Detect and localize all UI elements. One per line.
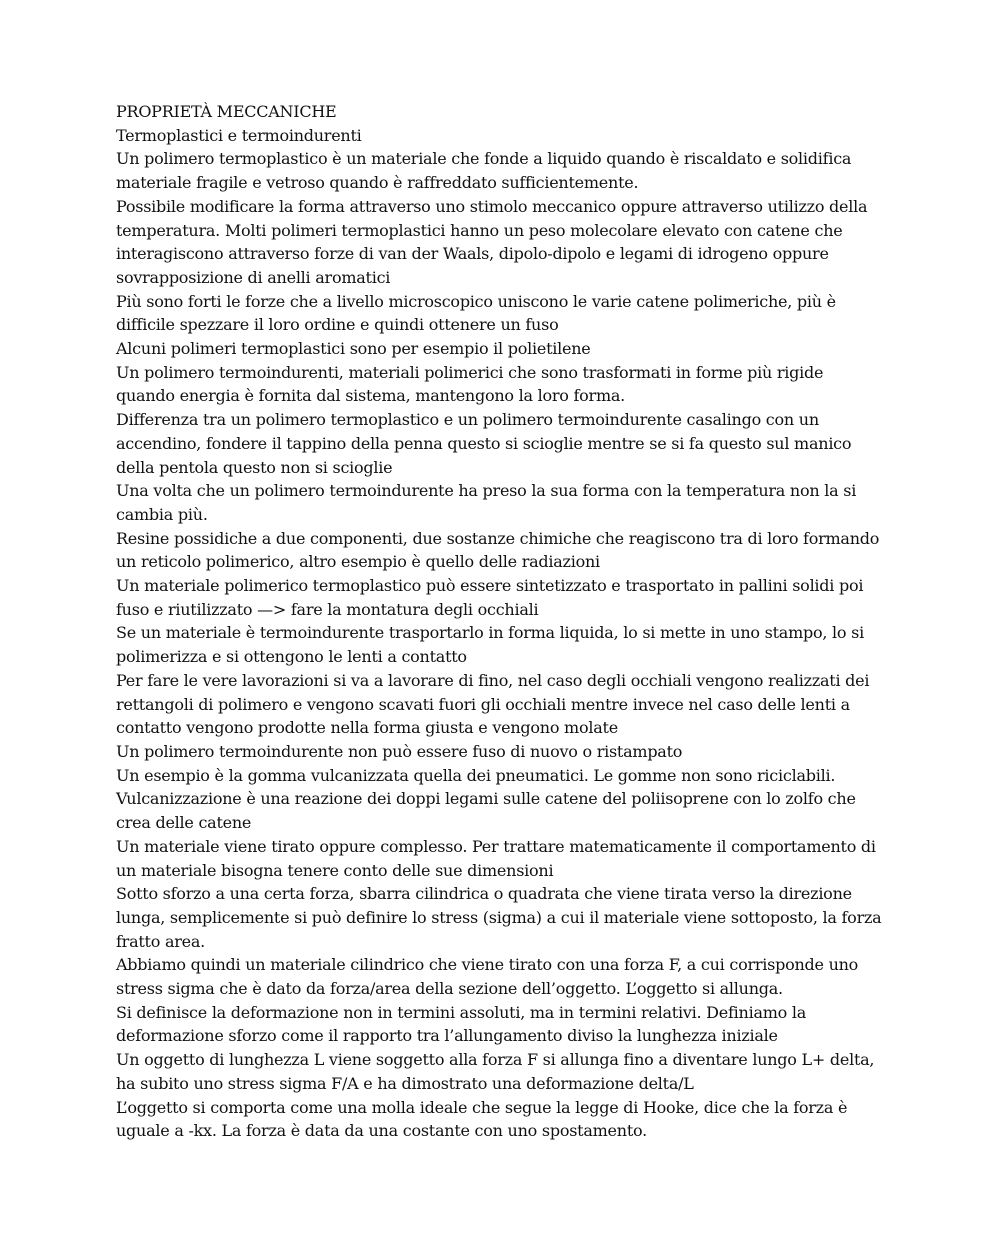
paragraph: Possibile modificare la forma attraverso uno stimolo meccanico oppure attraverso utilizzo della temperatura. Molti polimeri termoplastici hanno un peso molecolare elevato con catene che interagiscono attraverso forze di van der Waals, dipolo-dipolo e legami di idrogeno oppure sovrapposizione di anelli aromatici — [116, 196, 868, 287]
document-title: PROPRIETÀ MECCANICHE — [116, 102, 337, 121]
paragraph: Per fare le vere lavorazioni si va a lavorare di fino, nel caso degli occhiali vengono realizzati dei rettangoli di polimero e vengono scavati fuori gli occhiali mentre invece nel caso delle lenti a contatto vengono prodotte nella forma giusta e vengono molate — [116, 670, 870, 738]
paragraph: Abbiamo quindi un materiale cilindrico che viene tirato con una forza F, a cui corrisponde uno stress sigma che è dato da forza/area della sezione dell’oggetto. L’oggetto si allunga. — [116, 955, 859, 999]
paragraph: Si definisce la deformazione non in termini assoluti, ma in termini relativi. Definiamo la deformazione sforzo come il rapporto tra l’allungamento diviso la lunghezza iniziale — [116, 1002, 807, 1046]
paragraph: L’oggetto si comporta come una molla ideale che segue la legge di Hooke, dice che la forza è uguale a -kx. La forza è data da una costante con uno spostamento. — [116, 1097, 848, 1141]
paragraph: Alcuni polimeri termoplastici sono per esempio il polietilene — [116, 339, 591, 359]
paragraph: Un materiale polimerico termoplastico può essere sintetizzato e trasportato in pallini solidi poi fuso e riutilizzato —> fare la montatura degli occhiali — [116, 576, 864, 619]
paragraph: Se un materiale è termoindurente trasportarlo in forma liquida, lo si mette in uno stampo, lo si polimerizza e si ottengono le lenti a contatto — [116, 623, 864, 667]
paragraph: Un oggetto di lunghezza L viene soggetto alla forza F si allunga fino a diventare lungo L+ delta, ha subito uno stress sigma F/A e ha dimostrato una deformazione delta/L — [116, 1050, 875, 1093]
paragraph: Un polimero termoplastico è un materiale che fonde a liquido quando è riscaldato e solidifica materiale fragile e vetroso quando è raffreddato sufficientemente. — [116, 149, 852, 193]
paragraph: Più sono forti le forze che a livello microscopico uniscono le varie catene polimeriche, più è difficile spezzare il loro ordine e quindi ottenere un fuso — [116, 291, 836, 335]
paragraph: Un materiale viene tirato oppure complesso. Per trattare matematicamente il comportamento di un materiale bisogna tenere conto delle sue dimensioni — [116, 836, 876, 880]
paragraph: Differenza tra un polimero termoplastico e un polimero termoindurente casalingo con un accendino, fondere il tappino della penna questo si scioglie mentre se si fa questo sul manico della pentola questo non si scioglie — [116, 410, 852, 477]
paragraph: Un polimero termoindurente non può essere fuso di nuovo o ristampato — [116, 741, 683, 761]
paragraph: Un esempio è la gomma vulcanizzata quella dei pneumatici. Le gomme non sono riciclabili. — [116, 765, 836, 785]
paragraph: Una volta che un polimero termoindurente ha preso la sua forma con la temperatura non la si cambia più. — [116, 481, 857, 524]
paragraph: Un polimero termoindurenti, materiali polimerici che sono trasformati in forme più rigide quando energia è fornita dal sistema, mantengono la loro forma. — [116, 362, 824, 406]
paragraph: Sotto sforzo a una certa forza, sbarra cilindrica o quadrata che viene tirata verso la direzione lunga, semplicemente si può definire lo stress (sigma) a cui il materiale viene sottoposto, la forza fratto area. — [116, 884, 882, 951]
document-subtitle: Termoplastici e termoindurenti — [116, 125, 362, 145]
document-body — [116, 147, 886, 1143]
paragraph: Resine possidiche a due componenti, due sostanze chimiche che reagiscono tra di loro formando un reticolo polimerico, altro esempio è quello delle radiazioni — [116, 528, 880, 572]
document-page — [116, 100, 886, 1143]
paragraph: Vulcanizzazione è una reazione dei doppi legami sulle catene del poliisoprene con lo zolfo che crea delle catene — [116, 789, 856, 833]
